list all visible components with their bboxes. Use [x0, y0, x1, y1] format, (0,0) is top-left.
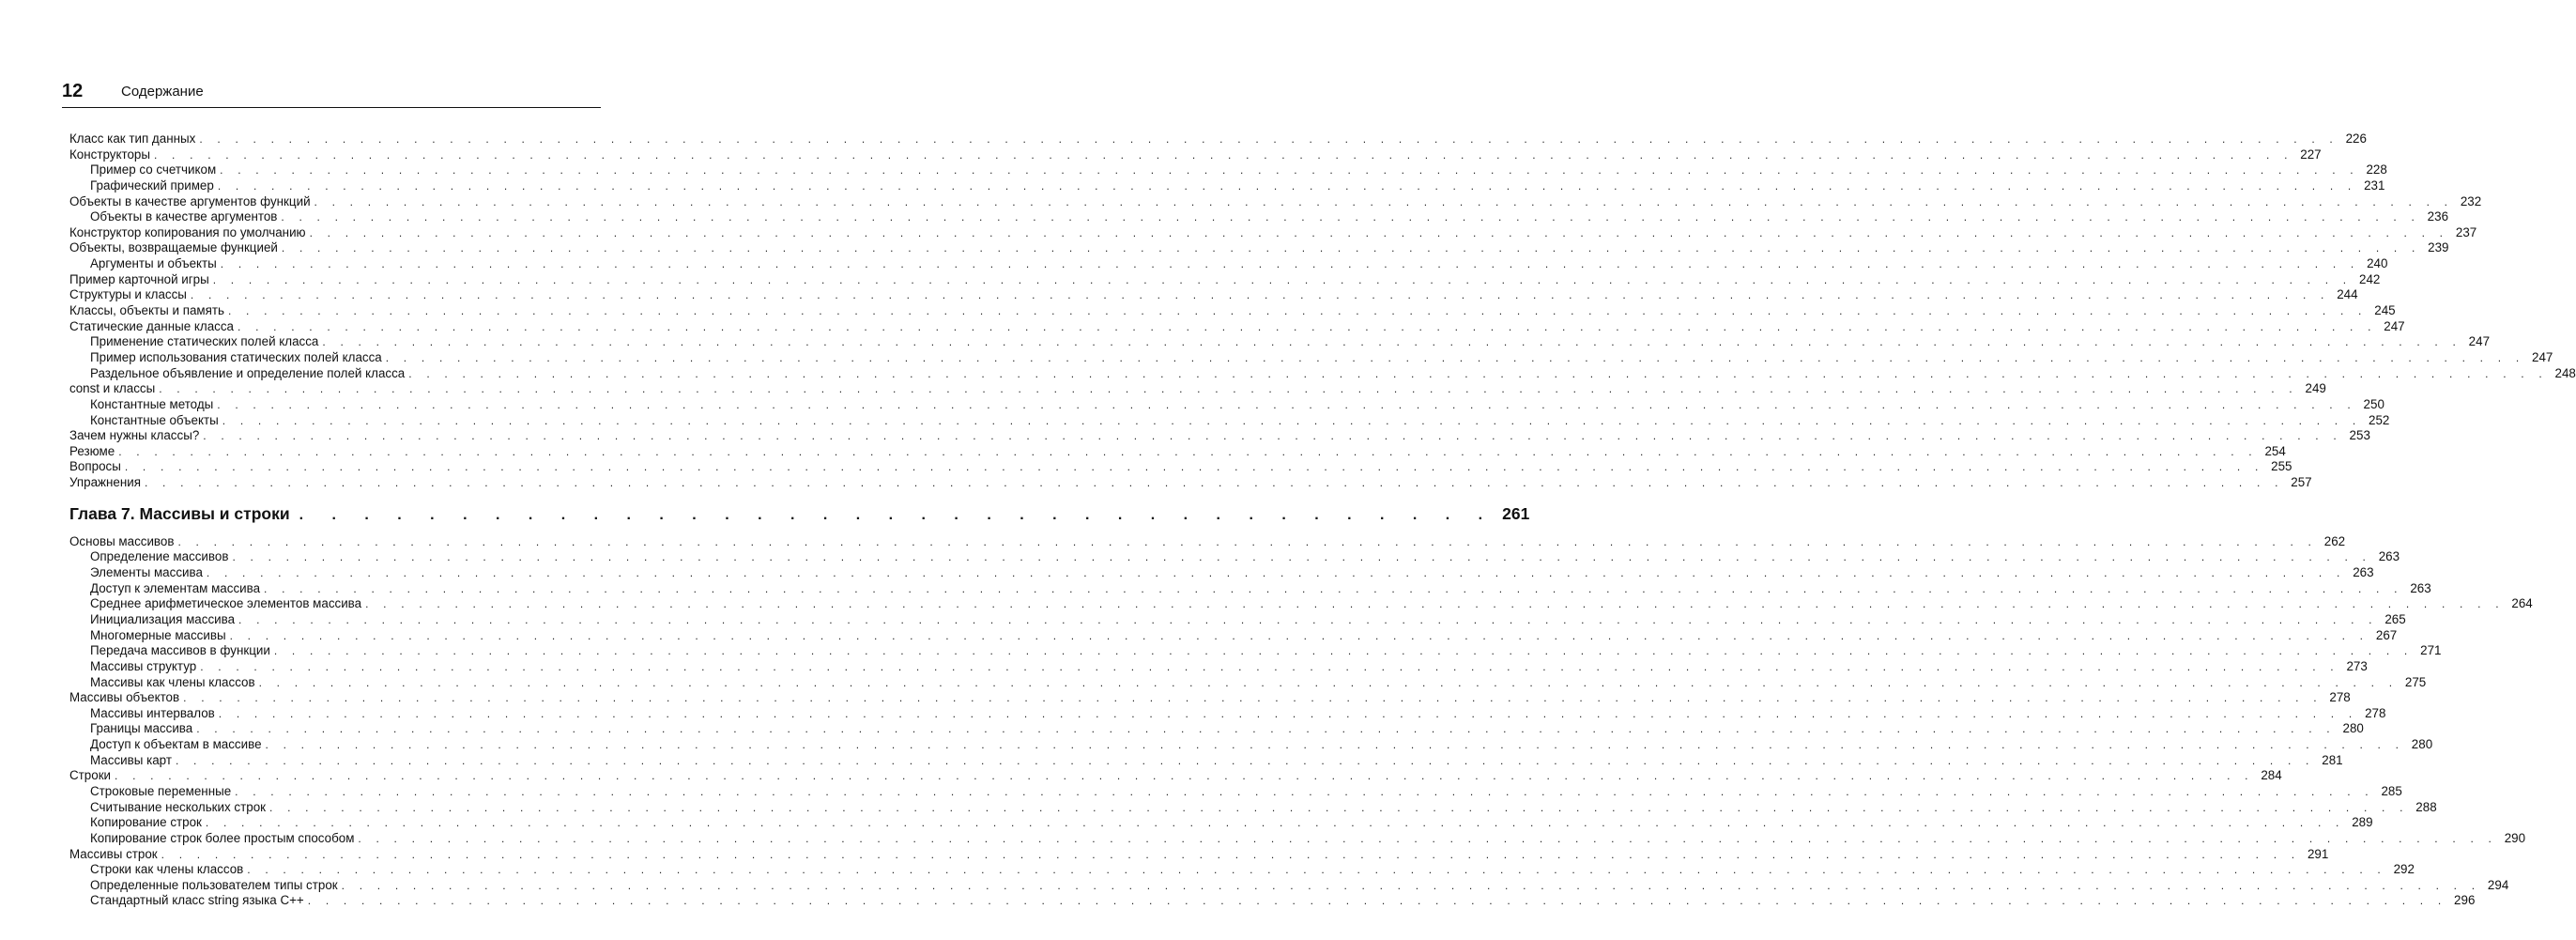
entry-page-number: 247 — [2532, 349, 2553, 364]
entry-page-number: 231 — [2364, 177, 2385, 193]
toc-subentry[interactable] — [69, 565, 2374, 581]
entry-page-number: 288 — [2415, 799, 2437, 814]
dot-leader: . . . . . . . . . . . . . . . . . . . . . . . . . . . . . . . . . . . . . . . . . . . . . . . . . . . . . . . . . . . . . . . . . . . . . . . . . . . . . . . . . . . . . . . . . . . . . . . . . . . . . . . . . . . . . . . . . . . . . . . . — [190, 288, 2330, 302]
dot-leader: . . . . . . . . . . . . . . . . . . . . . . . . . . . . . . . . . . . . . . . . . . . . . . . . . . . . . . . . . . . . . . . . . . . . . . . . . . . . . . . . . . . . . . . . . . . . . . . . . . . . . . . . . . . . . . . . . . . . . . . . — [258, 675, 2399, 689]
entry-title: Конструкторы — [69, 146, 150, 162]
toc-subentry[interactable] — [69, 334, 2491, 350]
entry-title: Определение массивов — [90, 549, 229, 564]
toc-entry[interactable] — [69, 768, 2282, 784]
entry-page-number: 263 — [2410, 580, 2431, 595]
dot-leader: . . . . . . . . . . . . . . . . . . . . . . . . . . . . . . . . . . . . . . . . . . . . . . . . . . . . . . . . . . . . . . . . . . . . . . . . . . . . . . . . . . . . . . . . . . . . . . . . . . . . . . . . . . . . . . . . . . . . . . . . — [220, 163, 2359, 177]
toc-subentry[interactable] — [69, 705, 2386, 722]
toc-entry[interactable] — [69, 271, 2381, 288]
toc-subentry[interactable] — [69, 580, 2431, 597]
dot-leader: . . . . . . . . . . . . . . . . . . . . . . . . . . . . . . . . . . . . . . . . . . . . . . . . . . . . . . . . . . . . . . . . . . . . . . . . . . . . . . . . . . . . . . . . . . . . . . . . . . . . . . . . . . . . . . . . . . . . . . . . — [265, 738, 2405, 752]
entry-page-number: 253 — [2349, 428, 2370, 443]
toc-block-arrays — [69, 533, 2533, 909]
dot-leader: . . . . . . . . . . . . . . . . . . . . . . . . . . . . . . . . . . . . . . . . . . . . . . . . . . . . . . . . . . . . . . . . . . . . . . . . . . . . . . . . . . . . . . . . . . . . . . . . . . . . . . . . . . . . . . . . . . . . . . . . — [175, 753, 2315, 767]
entry-page-number: 289 — [2352, 815, 2373, 830]
toc-entry[interactable] — [69, 443, 2286, 460]
entry-title: Определенные пользователем типы строк — [90, 877, 338, 892]
toc-block-classes — [69, 131, 2576, 491]
entry-title: Массивы интервалов — [90, 705, 215, 720]
entry-title: Копирование строк более простым способом — [90, 830, 355, 845]
toc-subentry[interactable] — [69, 365, 2576, 382]
dot-leader: . . . . . . . . . . . . . . . . . . . . . . . . . . . . . . . . . . . . . . . . . . . . . . . . . . . . . . . . . . . . . . . . . . . . . . . . . . . . . . . . . . . . . . . . . . . . . . . . . . . . . . . . . . . . . . . . . . . . . . . . — [281, 241, 2421, 255]
entry-page-number: 275 — [2404, 674, 2427, 689]
toc-entry[interactable] — [69, 224, 2477, 241]
dot-leader: . . . . . . . . . . . . . . . . . . . . . . . . . . . . . . . . . . . . . . . . . . . . . . . . . . . . . . . . . . . . . . . . . . . . . . . . . . . . . . . . . . . . . . . . . . . . . . . . . . . . . . . . . . . . . . . . . . . . . . . . — [341, 878, 2481, 892]
entry-page-number: 263 — [2353, 565, 2374, 580]
entry-page-number: 262 — [2323, 533, 2346, 548]
toc-subentry[interactable] — [69, 862, 2415, 878]
entry-title: Среднее арифметическое элементов массива — [90, 596, 362, 611]
page-number: 12 — [62, 81, 84, 101]
dot-leader: . . . . . . . . . . . . . . . . . . . . . . . . . . . . . . . . . . . . . . . . . . . . . . . . . . . . . . . . . . . . . . . . . . . . . . . . . . . . . . . . . . . . . . . . . . . . . . . . . . . . . . . . . . . . . . . . . . . . . . . . — [238, 612, 2378, 626]
entry-title: Массивы как члены классов — [90, 674, 255, 689]
entry-page-number: 265 — [2384, 611, 2406, 626]
chapter-page-number: 261 — [1502, 503, 1530, 523]
dot-leader: . . . . . . . . . . . . . . . . . . . . . . . . . . . . . . . . . . . . . . . . . . . . . . . . . . . . . . . . . . . . . . . . . . . . . . . . . . . . . . . . . . . . . . . . . . . . . . . . . . . . . . . . . . . . . . . . . . . . . . . . — [199, 132, 2338, 146]
entry-page-number: 285 — [2381, 783, 2402, 798]
dot-leader: . . . . . . . . . . . . . . . . . . . . . . . . . . . . . . . . . . . . . . . . . . . . . . . . . . . . . . . . . . . . . . . . . . . . . . . . . . . . . . . . . . . . . . . . . . . . . . . . . . . . . . . . . . . . . . . . . . . . . . . . — [220, 257, 2360, 271]
entry-title: Статические данные класса — [69, 318, 234, 333]
entry-page-number: 292 — [2393, 862, 2415, 877]
dot-leader: . . . . . . . . . . . . . . . . . . . . . . . . . . . . . . . . . . . . . . . . . . . . . . . . . . . . . . . . . . . . . . . . . . . . . . . . . . . . . . . . . . . . . . . . . . . . . . . . . . . . . . . . . . . . . . . . . . . . . . . . — [264, 581, 2403, 595]
dot-leader: . . . . . . . . . . . . . . . . . . . . . . . . . . . . . . . . . . . . . . . . . . . . . . . . . . . . . . . . . . . . . . . . . . . . . . . . . . . . . . . . . . . . . . . . . . . . . . . . . . . . . . . . . . . . . . . . . . . . . . . . — [322, 335, 2462, 349]
entry-title: Аргументы и объекты — [90, 256, 217, 271]
entry-title: Строковые переменные — [90, 783, 232, 798]
toc-entry[interactable] — [69, 846, 2329, 863]
toc-subentry[interactable] — [69, 799, 2437, 816]
entry-title: Пример использования статических полей класса — [90, 349, 382, 364]
entry-page-number: 227 — [2300, 146, 2322, 162]
toc-subentry[interactable] — [69, 674, 2427, 691]
entry-page-number: 291 — [2307, 846, 2329, 861]
dot-leader: . . . . . . . . . . . . . . . . . . . . . . . . . . . . . . . . . . . . . . . . . . . . . . . . . . . . . . . . . . . . . . . . . . . . . . . . . . . . . . . . . . . . . . . . . . . . . . . . . . . . . . . . . . . . . . . . . . . . . . . . — [247, 863, 2386, 877]
entry-page-number: 250 — [2363, 396, 2384, 411]
entry-page-number: 281 — [2322, 752, 2343, 767]
entry-page-number: 252 — [2369, 412, 2390, 427]
dot-leader: . . . . . . . . . . . . . . . . . . . . . . . . . . . . . . . . . . . . . . . . . . . . . . . . . . . . . . . . . . . . . . . . . . . . . . . . . . . . . . . . . . . . . . . . . . . . . . . . . . . . . . . . . . . . . . . . . . . . . . . . — [144, 476, 2284, 490]
toc-entry[interactable] — [69, 533, 2346, 550]
entry-page-number: 237 — [2455, 224, 2477, 239]
dot-leader: . . . . . . . . . . . . . . . . . . . . . . . . . . . . . . . . . . . . . . . . . . . . . . . . . . . . . . . . . . . . . . . . . . . . . . . . . . . . . . . . . . . . . . . . . . . . . . . . . . . . . . . . . . . . . . . . . . . . . . . . — [408, 366, 2548, 380]
entry-title: Доступ к элементам массива — [90, 580, 261, 595]
entry-title: Массивы карт — [90, 752, 172, 767]
dot-leader: . . . . . . . . . . . . . . . . . . . . . . . . . . . . . . . . . . . . . . . . . . . . . . . . . . . . . . . . . . . . . . . . . . . . . . . . . . . . . . . . . . . . . . . . . . . . . . . . . . . . . . . . . . . . . . . . . . . . . . . . — [314, 194, 2454, 208]
toc-entry[interactable] — [69, 146, 2322, 163]
toc-subentry[interactable] — [69, 830, 2526, 847]
dot-leader: . . . . . . . . . . . . . . . . . . . . . . . . . . . . . . . . . . . . . . . . . . . . . . . . . . . . . . . . . . . . . . . . . . . . . . . . . . . . . . . . . . . . . . . . . . . . . . . . . . . . . . . . . . . . . . . . . . . . . . . . — [385, 350, 2525, 364]
dot-leader: . . . . . . . . . . . . . . . . . . . . . . . . . . . . . . . . . . . . . . . . . . . . . . . . . . . . . . . . . . . . . . . . . . . . . . . . . . . . . . . . . . . . . . . . . . . . . . . . . . . . . . . . . . . . . . . . . . . . . . . . — [212, 272, 2353, 286]
table-of-contents — [69, 131, 2576, 909]
entry-title: Строки как члены классов — [90, 862, 244, 877]
dot-leader: . . . . . . . . . . . . . . . . . . . . . . . . . . . . . . . . . . . . . . . . . . . . . . . . . . . . . . . . . . . . . . . . . . . . . . . . . . . . . . . . . . . . . . . . . . . . . . . . . . . . . . . . . . . . . . . . . . . . . . . . — [161, 847, 2301, 861]
entry-page-number: 264 — [2511, 596, 2533, 611]
entry-page-number: 247 — [2468, 334, 2491, 349]
dot-leader: . . . . . . . . . . . . . . . . . . . . . . . . . . . . . . . . . . . . . . . . . . . . . . . . . . . . . . . . . . . . . . . . . . . . . . . . . . . . . . . . . . . . . . . . . . . . . . . . . . . . . . . . . . . . . . . . . . . . . . . . — [115, 769, 2254, 783]
chapter-heading[interactable] — [69, 495, 1530, 532]
entry-title: Объекты в качестве аргументов функций — [69, 193, 311, 208]
entry-page-number: 248 — [2554, 365, 2576, 380]
toc-subentry[interactable] — [69, 596, 2533, 612]
entry-title: Основы массивов — [69, 533, 175, 548]
toc-subentry[interactable] — [69, 412, 2390, 429]
entry-page-number: 236 — [2427, 209, 2449, 224]
entry-title: Структуры и классы — [69, 287, 187, 302]
entry-page-number: 271 — [2420, 643, 2442, 658]
entry-title: Объекты в качестве аргументов — [90, 209, 278, 224]
toc-subentry[interactable] — [69, 893, 2476, 909]
toc-entry[interactable] — [69, 287, 2358, 303]
dot-leader: . . . . . . . . . . . . . . . . . . . . . . . . . . . . . . . . . . . . . . . . . . . . . . . . . . . . . . . . . . . . . . . . . . . . . . . . . . . . . . . . . . . . . . . . . . . . . . . . . . . . . . . . . . . . . . . . . . . . . . . . — [365, 597, 2505, 611]
toc-subentry[interactable] — [69, 611, 2406, 628]
entry-title: Многомерные массивы — [90, 627, 226, 642]
dot-leader: . . . . . . . . . . . . . . . . . . . . . . . . . . . . . . . . . . . . . . . . . . . . . . . . . . . . . . . . . . . . . . . . . . . . . . . . . . . . . . . . . . . . . . . . . . . . . . . . . . . . . . . . . . . . . . . . . . . . . . . . — [273, 644, 2414, 658]
toc-entry[interactable] — [69, 240, 2449, 256]
entry-title: Применение статических полей класса — [90, 334, 319, 349]
entry-title: Раздельное объявление и определение полей класса — [90, 365, 406, 380]
toc-subentry[interactable] — [69, 627, 2398, 644]
entry-title: Резюме — [69, 443, 115, 458]
toc-subentry[interactable] — [69, 549, 2400, 565]
entry-title: Копирование строк — [90, 815, 202, 830]
dot-leader: . . . . . . . . . . . . . . . . . . . . . . . . . . . . . . . . . . . . . . . . . . . . . . . . . . . . . . . . . . . . . . . . . . . . . . . . . . . . . . . . . . . . . . . . . . . . . . . . . . . . . . . . . . . . . . . . . . . . . . . . — [196, 722, 2336, 736]
entry-page-number: 255 — [2271, 459, 2292, 474]
toc-entry[interactable] — [69, 475, 2312, 491]
entry-page-number: 244 — [2337, 287, 2358, 302]
toc-subentry[interactable] — [69, 396, 2384, 413]
toc-entry[interactable] — [69, 193, 2482, 210]
entry-page-number: 239 — [2428, 240, 2449, 255]
dot-leader: . . . . . . . . . . . . . . . . . . . . . . . . . . . . . . . . . . . . . . . . . . . . . . . . . . . . . . . . . . . . . . . . . . . . . . . . . . . . . . . . . . . . . . . . . . . . . . . . . . . . . . . . . . . . . . . . . . . . . . . . — [227, 304, 2368, 318]
entry-title: Стандартный класс string языка C++ — [90, 893, 304, 908]
entry-page-number: 273 — [2346, 658, 2368, 673]
dot-leader: . . . . . . . . . . . . . . . . . . . . . . . . . . . . . . . . . . . . . . . . . . . . . . . . . . . . . . . . . . . . . . . . . . . . . . . . . . . . . . . . . . . . . . . . . . . . . . . . . . . . . . . . . . . . . . . . . . . . . . . . — [217, 178, 2357, 193]
entry-page-number: 296 — [2454, 893, 2476, 908]
entry-page-number: 242 — [2359, 271, 2381, 286]
dot-leader: . . . . . . . . . . . . . . . . . . . . . . . . . . . . . . . . . . . . . . . . . . . . . . . . . . . . . . . . . . . . . . . . . . . . . . . . . . . . . . . . . . . . . . . . . . . . . . . . . . . . . . . . . . . . . . . . . . . . . . . . — [203, 429, 2342, 443]
toc-entry[interactable] — [69, 428, 2370, 444]
dot-leader: . . . . . . . . . . . . . . . . . . . . . . . . . . . . . . . . . . . . . . . . . . . . . . . . . . . . . . . . . . . . . . . . . . . . . . . . . . . . . . . . . . . . . . . . . . . . . . . . . . . . . . . . . . . . . . . . . . . . . . . . — [281, 210, 2421, 224]
entry-title: Графический пример — [90, 177, 214, 193]
entry-page-number: 232 — [2460, 193, 2482, 208]
dot-leader: . . . . . . . . . . . . . . . . . . . . . . . . . . . . . . . . . . . . . . . . . . . . . . . . . . . . . . . . . . . . . . . . . . . . . . . . . . . . . . . . . . . . . . . . . . . . . . . . . . . . . . . . . . . . . . . . . . . . . . . . — [269, 800, 2409, 814]
dot-leader: . . . . . . . . . . . . . . . . . . . . . . . . . . . . . . . . . . . . . . . . . . . . . . . . . . . . . . . . . . . . . . . . . . . . . . . . . . . . . . . . . . . . . . . . . . . . . . . . . . . . . . . . . . . . . . . . . . . . . . . . — [358, 831, 2498, 845]
dot-leader: . . . . . . . . . . . . . . . . . . . . . . . . . . . . . . . . . . . . . . . . . . . . . . . . . . . . . . . . . . . . . . . . . . . . . . . . . . . . . . . . . . . . . . . . . . . . . . . . . . . . . . . . . . . . . . . . . . . . . . . . — [222, 413, 2362, 427]
dot-leader: . . . . . . . . . . . . . . . . . . . . . . . . . . . . . . . . . . . . . . . . . . . . . . . . . . . . . . . . . . . . . . . . . . . . . . . . . . . . . . . . . . . . . . . . . . . . . . . . . . . . . . . . . . . . . . . . . . . . . . . . — [177, 534, 2318, 548]
entry-title: Массивы структур — [90, 658, 197, 673]
entry-page-number: 280 — [2342, 721, 2364, 736]
toc-subentry[interactable] — [69, 737, 2433, 753]
entry-title: Константные методы — [90, 396, 214, 411]
toc-subentry[interactable] — [69, 877, 2509, 894]
toc-entry[interactable] — [69, 303, 2396, 319]
entry-title: Строки — [69, 768, 112, 783]
entry-page-number: 263 — [2378, 549, 2400, 564]
dot-leader: . . . . . . . . . . . . . . . . . . . . . . . . . . . . . . . . . . . . . . . . . . . . . . . . . . . . . . . . . . . . . . . . . . . . . . . . . . . . . . . . . . . . . . . . . . . . . . . . . . . . . . . . . . . . . . . . . . . . . . . . — [238, 319, 2377, 333]
entry-page-number: 280 — [2411, 737, 2433, 752]
toc-subentry[interactable] — [69, 162, 2387, 178]
entry-title: Границы массива — [90, 721, 193, 736]
toc-subentry[interactable] — [69, 783, 2402, 800]
dot-leader: . . . . . . . . . . . . . . . . . . . . . . . . . . . . . . . . . . . . . . . . . . . . . . . . . . . . . . . . . . . . . . . . . . . . . . . . . . . . . . . . . . . . . . . . . . . . . . . . . . . . . . . . . . . . . . . . . . . . . . . . — [118, 444, 2258, 458]
toc-entry[interactable] — [69, 690, 2351, 706]
entry-title: Класс как тип данных — [69, 131, 196, 146]
dot-leader: . . . . . . . . . . . . . . . . . . . . . . . . . . . . . . . . . . . . . . . . . . . . . . . . . . . . . . . . . . . . . . . . . . . . . . . . . . . . . . . . . . . . . . . . . . . . . . . . . . . . . . . . . . . . . . . . . . . . . . . . — [200, 659, 2339, 673]
entry-title: const и классы — [69, 381, 156, 396]
dot-leader: . . . . . . . . . . . . . . . . . . . . . . . . . . . . . . . . . . . . . . . . . . . . . . . . . . . . . . . . . . . . . . . . . . . . . . . . . . . . . . . . . . . . . . . . . . . . . . . . . . . . . . . . . . . . . . . . . . . . . . . . — [153, 147, 2293, 162]
toc-subentry[interactable] — [69, 349, 2553, 366]
entry-title: Массивы строк — [69, 846, 158, 861]
entry-page-number: 245 — [2374, 303, 2396, 318]
entry-page-number: 278 — [2329, 690, 2351, 705]
section-title: Содержание — [121, 84, 204, 100]
entry-title: Объекты, возвращаемые функцией — [69, 240, 278, 255]
entry-page-number: 290 — [2504, 830, 2526, 845]
toc-entry[interactable] — [69, 381, 2326, 397]
entry-page-number: 278 — [2365, 705, 2386, 720]
entry-page-number: 226 — [2345, 131, 2367, 146]
entry-page-number: 267 — [2375, 627, 2398, 642]
entry-title: Инициализация массива — [90, 611, 236, 626]
entry-page-number: 294 — [2487, 877, 2509, 892]
entry-title: Классы, объекты и память — [69, 303, 224, 318]
running-header — [62, 79, 601, 108]
toc-subentry[interactable] — [69, 643, 2442, 659]
dot-leader: . . . . . . . . . . . . . . . . . . . . . . . . . . . . . . . . . . . . . . . . . . . . . . . . . . . . . . . . . . . . . . . . . . . . . . . . . . . . . . . . . . . . . . . . . . . . . . . . . . . . . . . . . . . . . . . . . . . . . . . . — [229, 628, 2369, 642]
entry-title: Конструктор копирования по умолчанию — [69, 224, 306, 239]
dot-leader: . . . . . . . . . . . . . . . . . . . . . . . . . . . . . . . . . . . . . . . . . . . . . . . . . . . . . . . . . . . . . . . . . . . . . . . . . . . . . . . . . . . . . . . . . . . . . . . . . . . . . . . . . . . . . . . . . . . . . . . . — [159, 382, 2298, 396]
entry-title: Передача массивов в функции — [90, 643, 270, 658]
chapter-title: Глава 7. Массивы и строки — [69, 503, 290, 523]
entry-title: Массивы объектов — [69, 690, 180, 705]
dot-leader: . . . . . . . . . . . . . . . . . . . . . . . . . . . . . . . . . . . . . . . . . . . . . . . . . . . . . . . . . . . . . . . . . . . . . . . . . . . . . . . . . . . . . . . . . . . . . . . . . . . . . . . . . . . . . . . . . . . . . . . . — [217, 397, 2356, 411]
entry-page-number: 228 — [2366, 162, 2387, 177]
entry-page-number: 257 — [2291, 475, 2312, 490]
entry-title: Упражнения — [69, 475, 141, 490]
entry-title: Вопросы — [69, 459, 121, 474]
entry-page-number: 249 — [2305, 381, 2326, 396]
dot-leader: . . . . . . . . . . . . . . . . . . . . . . . . . . . . . . . . . . . . . . . . . . . . . . . . . . . . . . . . . . . . . . . . . . . . . . . . . . . . . . . . . . . . . . . . . . . . . . . . . . . . . . . . . . . . . . . . . . . . . . . . — [124, 460, 2264, 474]
entry-title: Константные объекты — [90, 412, 219, 427]
toc-subentry[interactable] — [69, 256, 2388, 272]
toc-subentry[interactable] — [69, 815, 2373, 831]
toc-subentry[interactable] — [69, 721, 2364, 737]
dot-leader: . . . . . . . . . . . . . . . . . . . . . . . . . . . . . . . . . . . . . . . . . . . . . . . . . . . . . . . . . . . . . . . . . . . . . . . . . . . . . . . . . . . . . . . . . . . . . . . . . . . . . . . . . . . . . . . . . . . . . . . . — [183, 691, 2323, 705]
entry-title: Пример карточной игры — [69, 271, 209, 286]
dot-leader: . . . . . . . . . . . . . . . . . . . . . . . . . . . . . . . . . . . . . . . . . . . . . . . . . . . . . . . . . . . . . . . . . . . . . . . . . . . . . . . . . . . . . . . . . . . . . . . . . . . . . . . . . . . . . . . . . . . . . . . . — [307, 894, 2447, 908]
entry-page-number: 240 — [2367, 256, 2388, 271]
dot-leader: . . . . . . . . . . . . . . . . . . . . . . . . . . . . . . . . . . . . . — [299, 506, 1495, 523]
toc-subentry[interactable] — [69, 177, 2385, 194]
entry-title: Считывание нескольких строк — [90, 799, 267, 814]
toc-entry[interactable] — [69, 459, 2292, 475]
dot-leader: . . . . . . . . . . . . . . . . . . . . . . . . . . . . . . . . . . . . . . . . . . . . . . . . . . . . . . . . . . . . . . . . . . . . . . . . . . . . . . . . . . . . . . . . . . . . . . . . . . . . . . . . . . . . . . . . . . . . . . . . — [205, 816, 2345, 830]
dot-leader: . . . . . . . . . . . . . . . . . . . . . . . . . . . . . . . . . . . . . . . . . . . . . . . . . . . . . . . . . . . . . . . . . . . . . . . . . . . . . . . . . . . . . . . . . . . . . . . . . . . . . . . . . . . . . . . . . . . . . . . . — [309, 225, 2449, 239]
dot-leader: . . . . . . . . . . . . . . . . . . . . . . . . . . . . . . . . . . . . . . . . . . . . . . . . . . . . . . . . . . . . . . . . . . . . . . . . . . . . . . . . . . . . . . . . . . . . . . . . . . . . . . . . . . . . . . . . . . . . . . . . — [232, 550, 2372, 564]
entry-title: Зачем нужны классы? — [69, 428, 200, 443]
entry-title: Элементы массива — [90, 565, 203, 580]
dot-leader: . . . . . . . . . . . . . . . . . . . . . . . . . . . . . . . . . . . . . . . . . . . . . . . . . . . . . . . . . . . . . . . . . . . . . . . . . . . . . . . . . . . . . . . . . . . . . . . . . . . . . . . . . . . . . . . . . . . . . . . . — [218, 706, 2358, 720]
toc-entry[interactable] — [69, 131, 2367, 147]
entry-title: Пример со счетчиком — [90, 162, 217, 177]
toc-entry[interactable] — [69, 318, 2405, 335]
entry-title: Доступ к объектам в массиве — [90, 737, 262, 752]
entry-page-number: 284 — [2261, 768, 2282, 783]
toc-subentry[interactable] — [69, 658, 2368, 675]
toc-subentry[interactable] — [69, 752, 2343, 769]
dot-leader: . . . . . . . . . . . . . . . . . . . . . . . . . . . . . . . . . . . . . . . . . . . . . . . . . . . . . . . . . . . . . . . . . . . . . . . . . . . . . . . . . . . . . . . . . . . . . . . . . . . . . . . . . . . . . . . . . . . . . . . . — [235, 784, 2374, 798]
entry-page-number: 247 — [2384, 318, 2405, 333]
dot-leader: . . . . . . . . . . . . . . . . . . . . . . . . . . . . . . . . . . . . . . . . . . . . . . . . . . . . . . . . . . . . . . . . . . . . . . . . . . . . . . . . . . . . . . . . . . . . . . . . . . . . . . . . . . . . . . . . . . . . . . . . — [206, 566, 2346, 580]
toc-subentry[interactable] — [69, 209, 2449, 225]
entry-page-number: 254 — [2264, 443, 2286, 458]
